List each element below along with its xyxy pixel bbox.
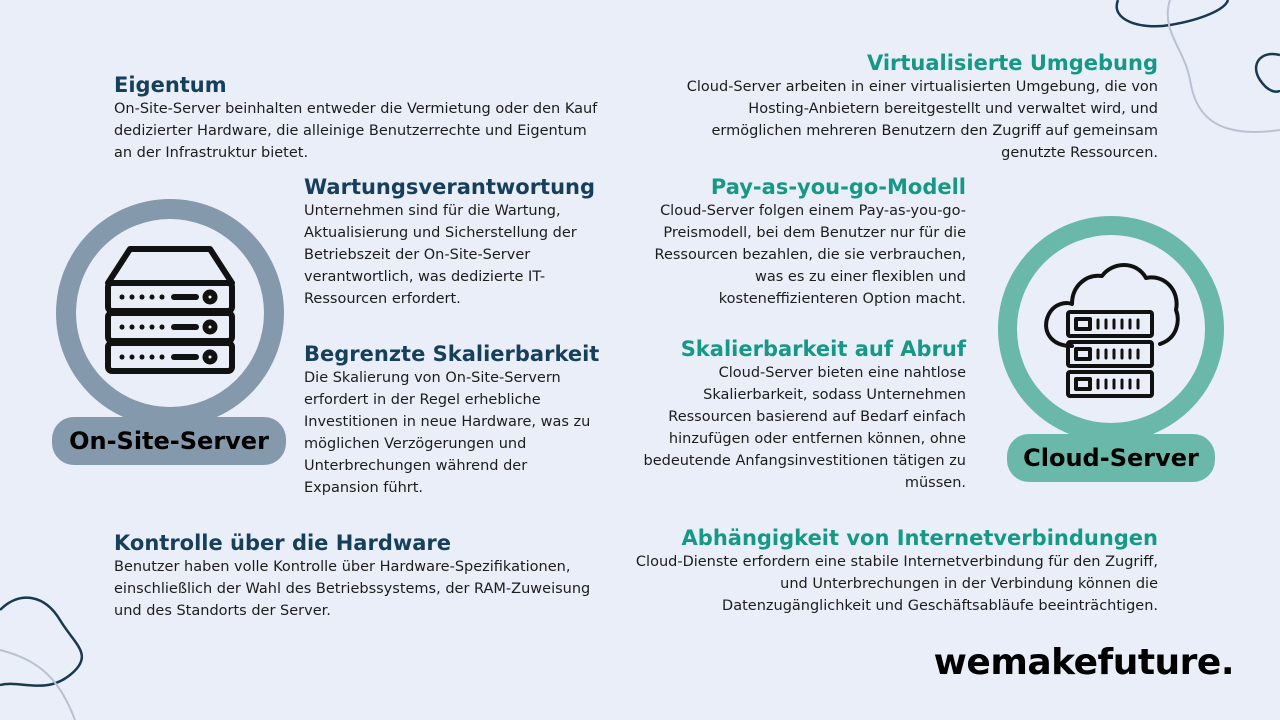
section-text: On-Site-Server beinhalten entweder die Vermietung oder den Kauf dedizierter Hardware, die alleinige Benutzerrechte und Eigentum an der Infrastruktur bietet.: [114, 101, 598, 161]
section-title: Kontrolle über die Hardware: [114, 531, 452, 555]
decorative-blob-bottom-left: [0, 580, 120, 720]
section-text: Die Skalierung von On-Site-Servern erfordert in der Regel erhebliche Investitionen in neue Hardware, was zu möglichen Verzögerungen und Unterbrechungen während der Expansion führt.: [304, 370, 591, 496]
section-title: Begrenzte Skalierbarkeit: [304, 342, 600, 366]
section-begrenzte-skalierbarkeit: [304, 341, 604, 499]
section-title: Pay-as-you-go-Modell: [710, 175, 966, 199]
cloud-server-badge: Cloud-Server: [1007, 434, 1215, 482]
brand-logo: wemakefuture.: [933, 642, 1234, 683]
section-pay-as-you-go: [636, 174, 966, 310]
section-title: Wartungsverantwortung: [304, 175, 596, 199]
section-text: Cloud-Server arbeiten in einer virtualisierten Umgebung, die von Hosting-Anbietern bereitgestellt und verwaltet wird, und ermöglichen mehreren Benutzern den Zugriff auf gemeinsam genutzte Ressourcen.: [686, 79, 1158, 161]
section-text: Benutzer haben volle Kontrolle über Hardware-Spezifikationen, einschließlich der Wahl des Betriebssystems, der RAM-Zuweisung und des Standorts der Server.: [114, 559, 591, 619]
section-title: Virtualisierte Umgebung: [866, 51, 1158, 75]
section-kontrolle-hardware: [114, 530, 606, 622]
section-title: Abhängigkeit von Internetverbindungen: [681, 526, 1158, 550]
onsite-server-badge: On-Site-Server: [52, 417, 286, 465]
section-eigentum: [114, 72, 600, 164]
section-text: Cloud-Server bieten eine nahtlose Skalierbarkeit, sodass Unternehmen Ressourcen basierend auf Bedarf einfach hinzufügen oder entfernen können, ohne bedeutende Anfangsinvestitionen tätigen zu müssen.: [643, 365, 966, 491]
server-rack-icon: [100, 243, 240, 377]
section-internetabhaengigkeit: [628, 525, 1158, 617]
section-title: Eigentum: [114, 73, 227, 97]
section-skalierbarkeit-abruf: [636, 336, 966, 494]
section-title: Skalierbarkeit auf Abruf: [680, 337, 966, 361]
section-text: Unternehmen sind für die Wartung, Aktualisierung und Sicherstellung der Betriebszeit der On-Site-Server verantwortlich, was dedizierte IT-Ressourcen erfordert.: [304, 203, 577, 307]
section-wartungsverantwortung: [304, 174, 604, 310]
section-text: Cloud-Dienste erfordern eine stabile Internetverbindung für den Zugriff, und Unterbrechungen in der Verbindung können die Datenzugänglichkeit und Geschäftsabläufe beeinträchtigen.: [635, 554, 1158, 614]
cloud-server-icon: [1040, 258, 1182, 400]
section-text: Cloud-Server folgen einem Pay-as-you-go-Preismodell, bei dem Benutzer nur für die Ressourcen bezahlen, die sie verbrauchen, was es zu einer flexiblen und kosteneffizienteren Option macht.: [654, 203, 966, 307]
section-virtualisierte-umgebung: [660, 50, 1158, 164]
